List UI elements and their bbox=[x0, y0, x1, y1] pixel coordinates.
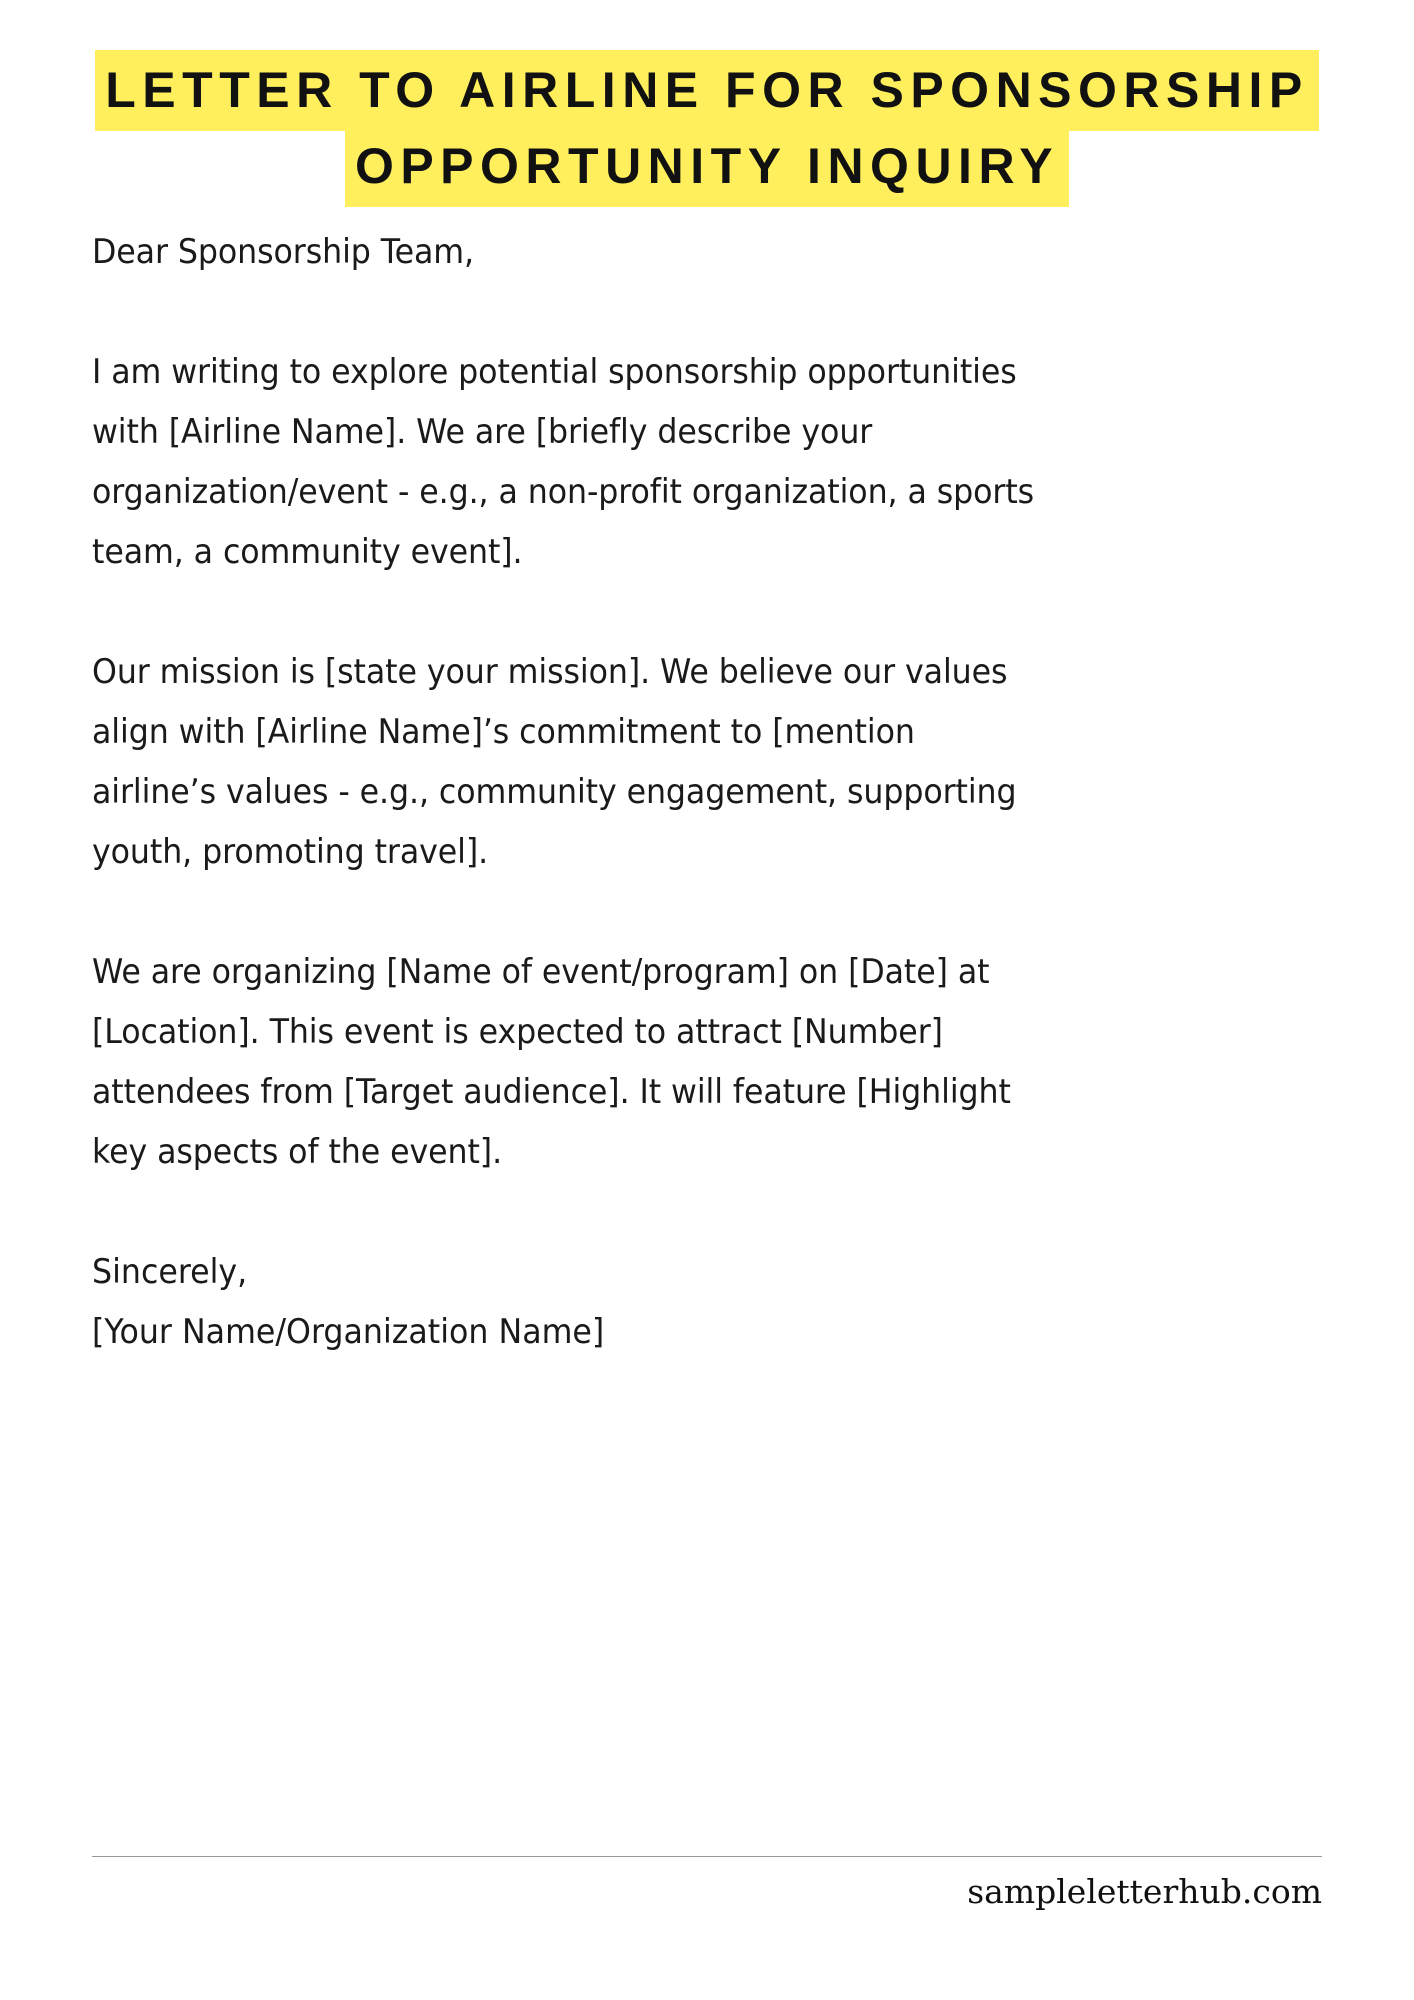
title-line-1 bbox=[0, 52, 1414, 128]
title-line-1-text: LETTER TO AIRLINE FOR SPONSORSHIP bbox=[95, 50, 1318, 131]
title-line-2-text: OPPORTUNITY INQUIRY bbox=[345, 126, 1069, 207]
footer-site-name: sampleletterhub.com bbox=[967, 1872, 1322, 1911]
paragraph-1: I am writing to explore potential sponsorship opportunities with [Airline Name]. We are [briefly describe your organization/event - e.g., a non-profit organization, a sports team, a community event]. bbox=[92, 352, 1035, 571]
paragraph-2: Our mission is [state your mission]. We believe our values align with [Airline Name]’s commitment to [mention airline’s values - e.g., community engagement, supporting youth, promoting travel]. bbox=[92, 652, 1017, 871]
footer-divider bbox=[92, 1856, 1322, 1857]
signature: [Your Name/Organization Name] bbox=[92, 1312, 605, 1351]
title-line-2 bbox=[0, 128, 1414, 204]
salutation: Dear Sponsorship Team, bbox=[92, 232, 475, 271]
page-title bbox=[0, 52, 1414, 204]
letter-body bbox=[92, 222, 1092, 1362]
closing: Sincerely, bbox=[92, 1252, 248, 1291]
paragraph-3: We are organizing [Name of event/program] on [Date] at [Location]. This event is expected to attract [Number] attendees from [Target audience]. It will feature [Highlight key aspects of the event]. bbox=[92, 952, 1011, 1171]
